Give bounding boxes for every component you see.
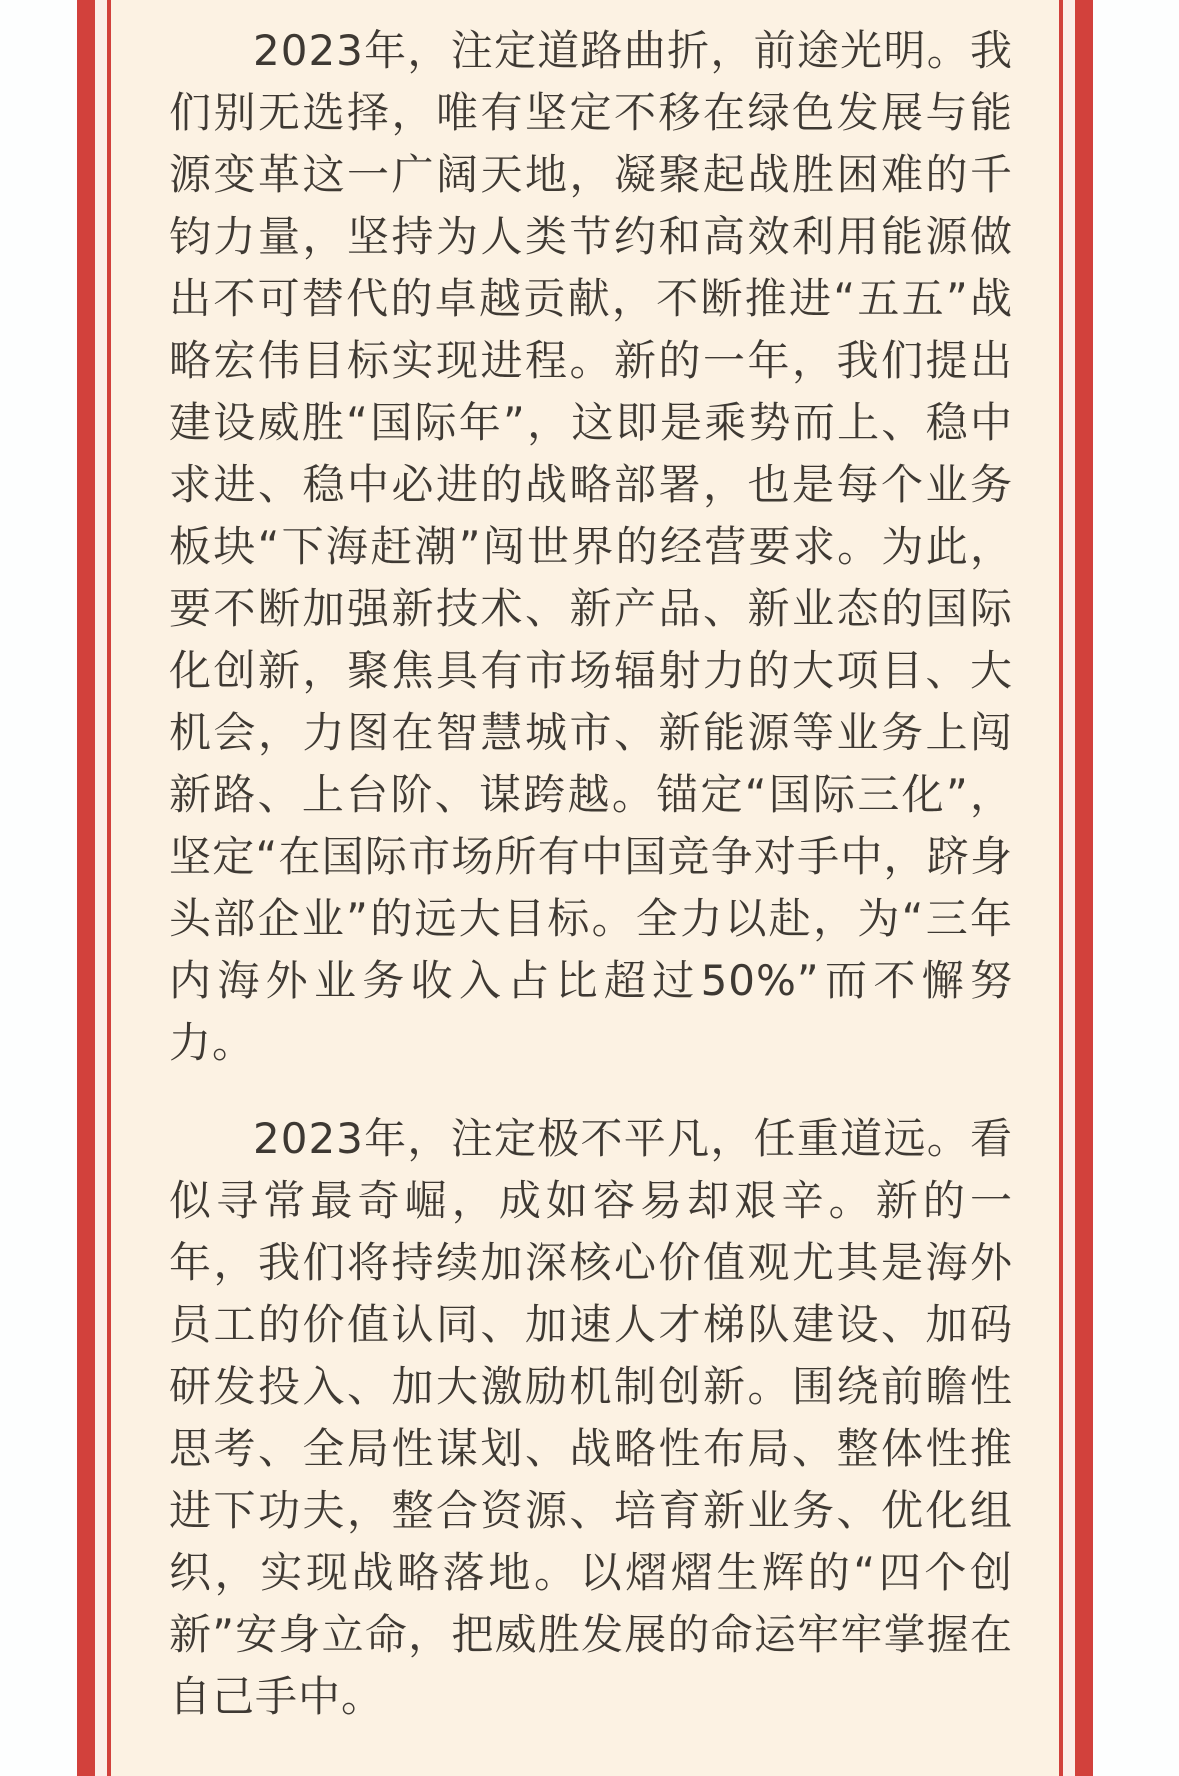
frame-right-inner-border <box>1059 0 1063 1776</box>
article-text-block <box>111 0 1059 1758</box>
frame-left-outer-border <box>77 0 95 1776</box>
paragraph-2: 2023年，注定极不平凡，任重道远。看似寻常最奇崛，成如容易却艰辛。新的一年，我们将持续加深核心价值观尤其是海外员工的价值认同、加速人才梯队建设、加码研发投入、加大激励机制创新。围绕前瞻性思考、全局性谋划、战略性布局、整体性推进下功夫，整合资源、培育新业务、优化组织，实现战略落地。以熠熠生辉的“四个创新”安身立命，把威胜发展的命运牢牢掌握在自己手中。 <box>169 1114 1013 1721</box>
frame-right-outer-border <box>1075 0 1093 1776</box>
paragraph-1: 2023年，注定道路曲折，前途光明。我们别无选择，唯有坚定不移在绿色发展与能源变革这一广阔天地，凝聚起战胜困难的千钧力量，坚持为人类节约和高效利用能源做出不可替代的卓越贡献，不断推进“五五”战略宏伟目标实现进程。新的一年，我们提出建设威胜“国际年”，这即是乘势而上、稳中求进、稳中必进的战略部署，也是每个业务板块“下海赶潮”闯世界的经营要求。为此，要不断加强新技术、新产品、新业态的国际化创新，聚焦具有市场辐射力的大项目、大机会，力图在智慧城市、新能源等业务上闯新路、上台阶、谋跨越。锚定“国际三化”，坚定“在国际市场所有中国竞争对手中，跻身头部企业”的远大目标。全力以赴，为“三年内海外业务收入占比超过50%”而不懈努力。 <box>169 26 1013 1067</box>
